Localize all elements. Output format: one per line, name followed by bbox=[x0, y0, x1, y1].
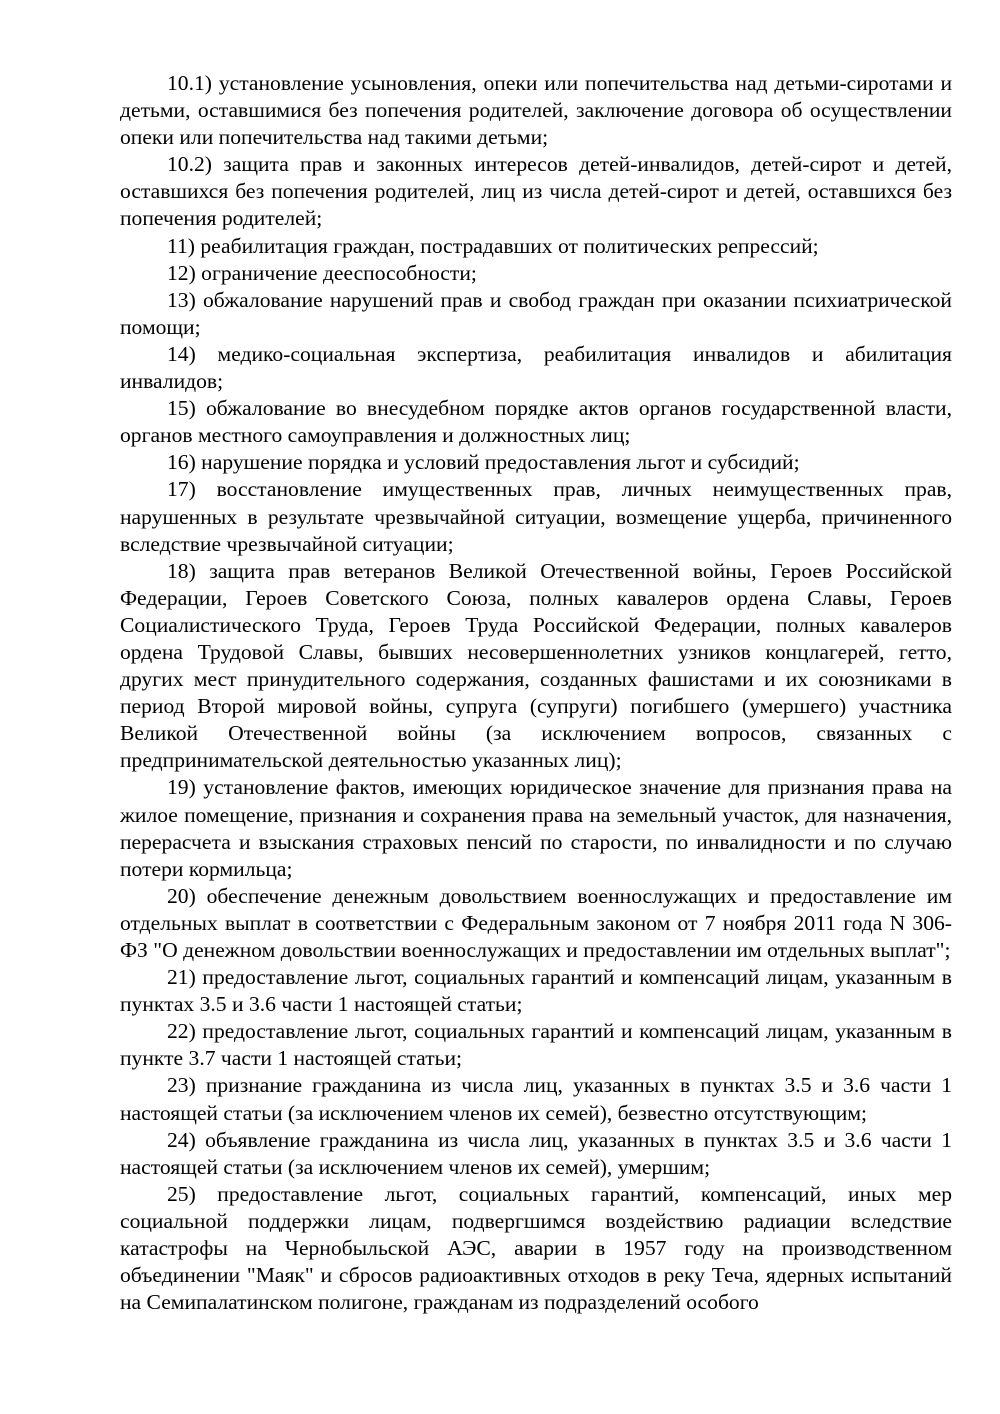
paragraph-18: 18) защита прав ветеранов Великой Отечественной войны, Героев Российской Федерации, Героев Советского Союза, полных кавалеров ордена Славы, Героев Социалистического Труда, Героев Труда Российской Федерации, полных кавалеров ордена Трудовой Славы, бывших несовершеннолетних узников концлагерей, гетто, других мест принудительного содержания, созданных фашистами и их союзниками в период Второй мировой войны, супруга (супруги) погибшего (умершего) участника Великой Отечественной войны (за исключением вопросов, связанных с предпринимательской деятельностью указанных лиц); bbox=[120, 558, 952, 773]
paragraph-22: 22) предоставление льгот, социальных гарантий и компенсаций лицам, указанным в пункте 3.7 части 1 настоящей статьи; bbox=[120, 1019, 952, 1071]
paragraph-10-1: 10.1) установление усыновления, опеки или попечительства над детьми-сиротами и детьми, оставшимися без попечения родителей, заключение договора об осуществлении опеки или попечительства над такими детьми; bbox=[120, 71, 952, 150]
paragraph-15: 15) обжалование во внесудебном порядке актов органов государственной власти, органов местного самоуправления и должностных лиц; bbox=[120, 396, 952, 448]
paragraph-10-2: 10.2) защита прав и законных интересов детей-инвалидов, детей-сирот и детей, оставшихся без попечения родителей, лиц из числа детей-сирот и детей, оставшихся без попечения родителей; bbox=[120, 152, 952, 231]
paragraph-20: 20) обеспечение денежным довольствием военнослужащих и предоставление им отдельных выплат в соответствии с Федеральным законом от 7 ноября 2011 года N 306-ФЗ "О денежном довольствии военнослужащих и предоставлении им отдельных выплат"; bbox=[120, 883, 952, 962]
paragraph-12: 12) ограничение дееспособности; bbox=[167, 260, 477, 285]
paragraph-23: 23) признание гражданина из числа лиц, указанных в пунктах 3.5 и 3.6 части 1 настоящей статьи (за исключением членов их семей), безвестно отсутствующим; bbox=[120, 1073, 952, 1125]
document-page bbox=[120, 70, 952, 1316]
paragraph-19: 19) установление фактов, имеющих юридическое значение для признания права на жилое помещение, признания и сохранения права на земельный участок, для назначения, перерасчета и взыскания страховых пенсий по старости, по инвалидности и по случаю потери кормильца; bbox=[120, 775, 952, 881]
paragraph-24: 24) объявление гражданина из числа лиц, указанных в пунктах 3.5 и 3.6 части 1 настоящей статьи (за исключением членов их семей), умершим; bbox=[120, 1127, 952, 1179]
paragraph-11: 11) реабилитация граждан, пострадавших от политических репрессий; bbox=[167, 233, 819, 258]
paragraph-21: 21) предоставление льгот, социальных гарантий и компенсаций лицам, указанным в пунктах 3.5 и 3.6 части 1 настоящей статьи; bbox=[120, 965, 952, 1017]
paragraph-14: 14) медико-социальная экспертиза, реабилитация инвалидов и абилитация инвалидов; bbox=[120, 341, 952, 394]
paragraph-25: 25) предоставление льгот, социальных гарантий, компенсаций, иных мер социальной поддержки лицам, подвергшимся воздействию радиации вследствие катастрофы на Чернобыльской АЭС, аварии в 1957 году на производственном объединении "Маяк" и сбросов радиоактивных отходов в реку Теча, ядерных испытаний на Семипалатинском полигоне, гражданам из подразделений особого bbox=[120, 1181, 952, 1315]
paragraph-16: 16) нарушение порядка и условий предоставления льгот и субсидий; bbox=[167, 450, 800, 475]
paragraph-13: 13) обжалование нарушений прав и свобод граждан при оказании психиатрической помощи; bbox=[120, 287, 952, 339]
paragraph-17: 17) восстановление имущественных прав, личных неимущественных прав, нарушенных в результате чрезвычайной ситуации, возмещение ущерба, причиненного вследствие чрезвычайной ситуации; bbox=[120, 477, 952, 556]
